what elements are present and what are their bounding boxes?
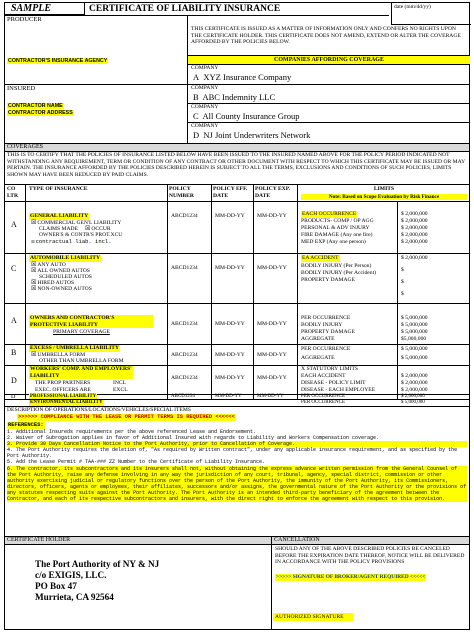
prof-policy: ABCD1234 [171,394,195,399]
umb-eff: MM-DD-YY [215,352,245,358]
sample-label: SAMPLE [11,3,52,14]
auto-eff: MM-DD-YY [215,265,245,271]
ocp-ltr: A [11,316,17,325]
wc-title: WORKERS' COMP. AND EMPLOYERS' LIABILITY [30,366,132,379]
notice-text: THIS CERTIFICATE IS ISSUED AS A MATTER OF INFORMATION ONLY AND CONFERS NO RIGHTS UPON THE CERTIFICATE HOLDER. THIS CERTIFICATE DOES NOT AMEND, EXTEND OR ALTER THE COVERAGE AFFORDED BY THE POLICIES BELOW. [191,26,461,45]
ocp-limit-2: PROPERTY DAMAGE [301,329,356,335]
col-exp: POLICY EXP. DATE [255,186,291,199]
auto-non-owned[interactable]: ☒ NON-OWNED AUTOS [31,286,92,293]
holder-line-1: The Port Authority of NY & NJ [35,559,160,569]
wc-ltr: D [11,376,17,385]
gl-amount-4: $ 2,000,000 [401,239,428,245]
references-label: REFERENCES: [8,422,44,428]
prof-title-2: ENVIRONMENTAL LIABILITY [30,400,103,405]
reference-1: 1. Additional Insureds requirements per the above referenced Lease and Endorsement. [7,429,257,435]
company-b-label: COMPANY [191,85,219,91]
prof-ltr: D [11,394,16,400]
reference-2: 2. Waiver of Subrogation applies in favor of Additional Insured with regards to Liability and Workers Compensation coverage. [7,435,380,442]
gl-item-owners[interactable]: OWNER'S & CONTR'S PROT.XCU [39,232,123,238]
companies-header: COMPANIES AFFORDING COVERAGE [188,56,470,64]
company-c-label: COMPANY [191,104,219,110]
holder-address [35,559,159,603]
description-label: DESCRIPTION OF OPERATIONS/LOCATIONS/VEHICLES/SPECIAL ITEMS [7,407,191,413]
ocp-sub: PRIMARY COVERAGE [53,329,110,335]
cancellation-label: CANCELLATION [274,537,320,543]
gl-exp: MM-DD-YY [257,213,287,219]
wc-policy: ABCD1234 [171,375,198,381]
insured-label: INSURED [7,85,36,92]
gl-item-occur[interactable]: ☒ OCCUR [85,226,111,233]
umb-policy: ABCD1234 [171,352,198,358]
reference-6: 6. The contractor, its subcontractors and its insurers shall not, without obtaining the express advance written permission from the General Counsel of the Port Authority, raise any defense involving in any way the jurisdiction of any court, tribunal, agency, special district, commission or other authority exercising judicial or regulatory functions over the person of the Port Authority, the immunity of the Port Authority, its Commissioners, directors, officers, agents or employees, their affiliates, successors and/or assigns, the governmental nature of the Port Authority or the provisions of any statutes respecting suits against the Port Authority. The Port Authority is an intended third-party beneficiary of the agreement between the Contractor, and each of its respective subcontractors and insurers, with the direct right to enforce the agreement with respect to this provision. [7,465,467,503]
wc-amount-3: $ 2,000,000 [401,387,428,393]
cancellation-bar [272,537,469,544]
gl-limit-0: EACH OCCURRENCE [302,211,357,217]
ocp-exp: MM-DD-YY [257,321,287,327]
col-type: TYPE OF INSURANCE [29,186,88,192]
ocp-limit-1: BODILY INJURY [301,322,343,328]
wc-exec: EXEC. OFFICERS ARE [35,387,91,393]
limits-note: Note: Based on Scope Evaluation by Risk Finance [301,194,467,200]
ocp-amount-1: $ 5,000,000 [401,322,428,328]
auto-policy: ABCD1234 [171,265,198,271]
gl-policy: ABCD1234 [171,213,198,219]
prof-title-1: PROFESSIONAL LIABILITY [30,394,97,399]
auto-hired[interactable]: ☒ HIRED AUTOS [31,280,74,287]
gl-amount-0: $ 2,000,000 [401,211,428,217]
signature-required: >>>>> SIGNATURE OF BROKER/AGENT REQUIRED <<<<< [276,574,426,580]
ocp-policy: ABCD1234 [171,321,198,327]
wc-limit-3: DISEASE - EACH EMPLOYEE [301,387,376,393]
auto-ltr: C [11,264,17,273]
producer-agency: CONTRACTOR'S INSURANCE AGENCY [8,58,108,64]
certificate-page [4,2,470,630]
ocp-limit-3: AGGREGATE [301,336,335,342]
company-b: B ABC Indemnity LLC [193,92,276,102]
col-eff: POLICY EFF. DATE [213,186,248,199]
umb-amount-0: $ 5,000,000 [401,346,428,352]
col-policy: POLICY NUMBER [169,186,194,199]
ocp-limit-0: PER OCCURRENCE [301,315,351,321]
auto-exp: MM-DD-YY [257,265,287,271]
wc-limit-0: X STATUTORY LIMITS [301,366,359,372]
auto-amount-3: $ [401,291,404,297]
prof-amount-1: $ 5,000,000 [401,400,425,405]
auto-scheduled[interactable]: SCHEDULED AUTOS [39,274,92,280]
ocp-title: OWNERS AND CONTRACTOR'S PROTECTIVE LIABILITY [29,315,153,328]
umb-other-form[interactable]: OTHER THAN UMBRELLA FORM [39,358,124,364]
umb-amount-1: $ 5,000,000 [401,355,428,361]
producer-label: PRODUCER [7,16,42,23]
gl-title: GENERAL LIABILITY [30,213,89,219]
date-box [391,3,471,25]
gl-limit-2: PERSONAL & ADV INJURY [301,225,370,231]
company-d-label: COMPANY [191,123,219,129]
auto-amount-0: $ 2,000,000 [401,255,428,261]
company-a: A XYZ Insurance Company [193,72,292,82]
umb-limit-1: AGGREGATE [301,355,335,361]
wc-eff: MM-DD-YY [215,375,245,381]
auto-all-owned[interactable]: ☒ ALL OWNED AUTOS [31,268,90,275]
col-co-ltr: CO LTR [7,186,18,199]
umb-limit-0: PER OCCURRENCE [301,346,351,352]
coverages-bar [5,144,469,151]
certificate-title: CERTIFICATE OF LIABILITY INSURANCE [89,4,281,14]
umb-umbrella-form[interactable]: ☒ UMBRELLA FORM [31,352,85,359]
wc-prop: THE PROP PARTNERS [35,380,91,386]
ocp-amount-2: $ 5,000,000 [401,329,428,335]
gl-item-commercial[interactable]: ☒ COMMERCIAL GEN'L LIABILITY [31,220,121,227]
reference-4: 4. The Port Authority requires the deletion of, "As required by Written contract", under any applicable insurance requirement, and as specified by the Port Authority. [7,447,458,460]
ocp-eff: MM-DD-YY [215,321,245,327]
prof-limit-0: PER OCCURRENCE [301,394,346,399]
holder-label: CERTIFICATE HOLDER [7,537,71,543]
umb-ltr: B [11,348,17,357]
ocp-amount-3: $5,000,000 [401,336,427,342]
gl-item-contractual[interactable]: ☒ contractual liab. incl. [31,239,112,246]
insured-name: CONTRACTOR NAME [8,103,63,109]
gl-amount-1: $ 2,000,000 [401,218,428,224]
gl-eff: MM-DD-YY [215,213,245,219]
reference-3: 3. Provide 30 Days Cancellation Notice to the Port Authority, prior to Cancellation of Coverage. [7,441,467,447]
auto-limit-0: EA ACCIDENT [302,255,339,261]
wc-amount-1: $ 2,000,000 [401,373,428,379]
auto-amount-2: $ [401,279,404,285]
coverages-label: COVERAGES [7,144,44,150]
reference-list [7,429,467,502]
wc-limit-1: EACH ACCIDENT [301,373,346,379]
date-label: date (mm/dd/yy) [394,4,431,10]
insured-address: CONTRACTOR ADDRESS [8,110,73,116]
gl-item-claims[interactable]: CLAIMS MADE [39,226,79,232]
prof-limit-1: PER OCCURRENCE [301,400,346,405]
gl-limit-4: MED EXP (Any one person) [301,239,366,245]
prof-exp: MM-DD-YY [257,394,284,399]
sample-box [5,3,85,15]
holder-line-4: Murrieta, CA 92564 [35,592,114,602]
col-limits: LIMITS [373,186,395,192]
auto-amount-1: $ [401,267,404,273]
gl-limit-1: PRODUCTS- COMP / OP AGG [301,218,374,224]
lease-compliance: >>>>>> COMPLIANCE WITH THE LEASE OR PERMIT TERMS IS REQUIRED <<<<<< [18,414,235,420]
company-d: D NJ Joint Underwriters Network [193,130,311,140]
ocp-amount-0: $ 5,000,000 [401,315,428,321]
gl-amount-3: $ 2,000,000 [401,232,428,238]
wc-limit-2: DISEASE - POLICY LIMIT [301,380,366,386]
umb-title: EXCESS / UMBRELLA LIABILITY [30,345,120,351]
coverages-text: THIS IS TO CERTIFY THAT THE POLICIES OF INSURANCE LISTED BELOW HAVE BEEN ISSUED TO THE INSURED NAMED ABOVE FOR THE POLICY PERIOD INDICATED NOT WITHSTANDING ANY REQUIREMENT, TERM OR CONDITION OF ANY CONTRACT OR OTHER DOCUMENT WITH RESPECT TO WHICH THIS CERTIFICATE MAY BE ISSUED OR MAY PERTAIN. THE INSURANCE AFFORDED BY THE POLICIES DESCRIBED HEREIN IS SUBJECT TO ALL THE TERMS, EXCLUSIONS AND CONDITIONS OF SUCH POLICIES, LIMITS SHOWN MAY HAVE BEEN REDUCED BY PAID CLAIMS. [7,152,465,178]
holder-line-3: PO Box 47 [35,581,77,591]
auto-limit-3: PROPERTY DAMAGE [301,277,356,283]
prof-amount-0: $ 2,000,000 [401,394,425,399]
gl-ltr: A [11,220,17,229]
wc-excl[interactable]: EXCL [113,387,128,393]
cancellation-text: SHOULD ANY OF THE ABOVE DESCRIBED POLICIES BE CANCELED BEFORE THE EXPIRATION DATE THEREOF, NOTICE WILL BE DELIVERED IN ACCORDANCE WITH THE POLICY PROVISIONS [275,546,465,566]
gl-limit-3: FIRE DAMAGE (Any one fire) [301,232,373,238]
umb-exp: MM-DD-YY [257,352,287,358]
auto-any[interactable]: ☒ ANY AUTO [31,262,66,269]
company-c: C All County Insurance Group [193,111,300,121]
wc-incl[interactable]: INCL [113,380,127,386]
prof-eff: MM-DD-YY [215,394,242,399]
reference-5: 5. Add the Lease Permit # TAA-### ZZ Number to the Certificate of Liability Insurance. [7,459,266,466]
authorized-signature[interactable]: AUTHORIZED SIGNATURE [273,613,353,621]
holder-bar [5,537,271,544]
company-a-label: COMPANY [191,65,219,71]
holder-line-2: c/o EXIGIS, LLC. [35,570,107,580]
auto-limit-2: BODILY INJURY (Per Accident) [301,270,376,276]
auto-title: AUTOMOBILE LIABILITY [30,255,100,261]
auto-limit-1: BODILY INJURY (Per Person) [301,263,372,269]
wc-amount-2: $ 2,000,000 [401,380,428,386]
gl-amount-2: $ 2,000,000 [401,225,428,231]
wc-exp: MM-DD-YY [257,375,287,381]
